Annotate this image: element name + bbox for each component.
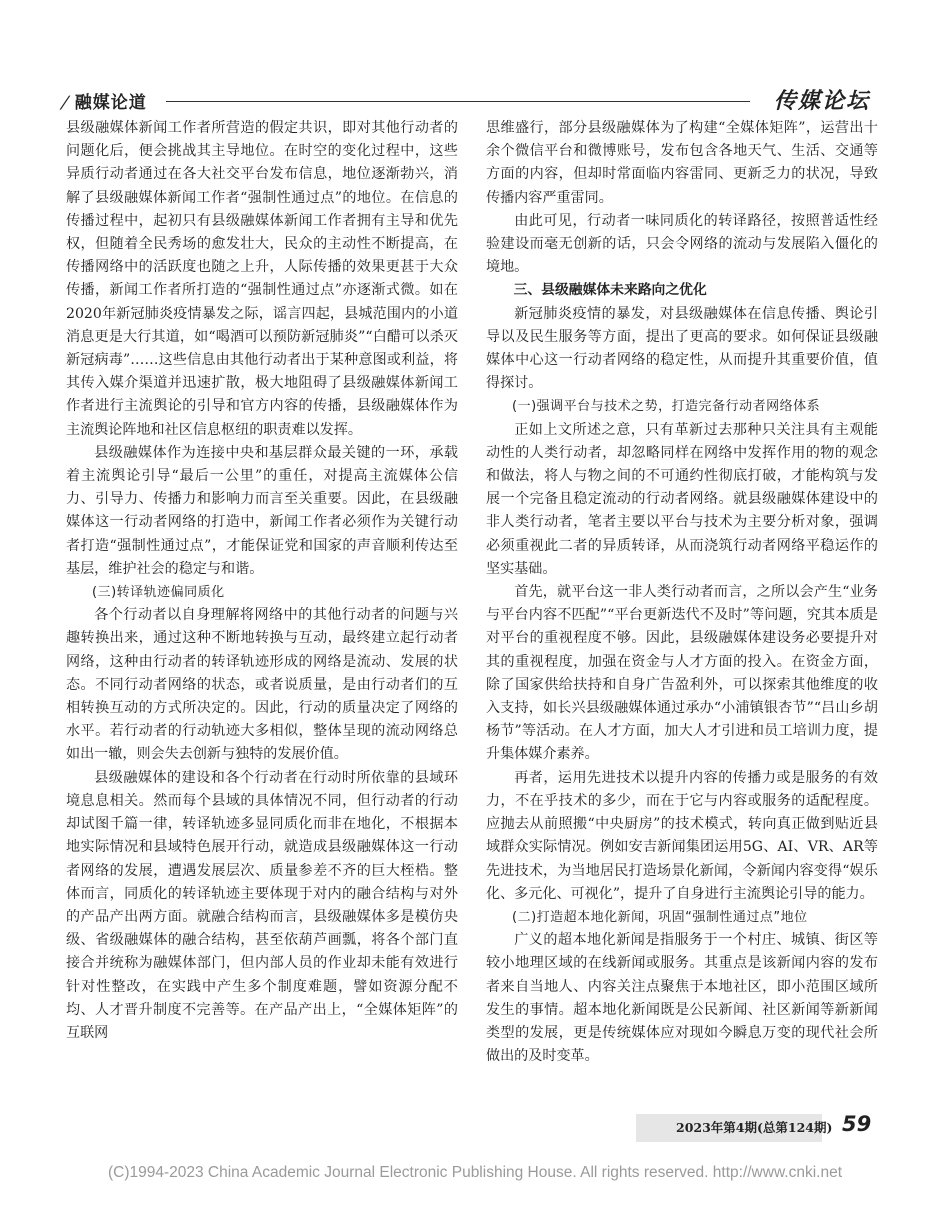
journal-name: 传媒论坛 [773, 88, 870, 114]
section-title: / 融媒论道 [58, 93, 147, 113]
page-header [58, 84, 870, 114]
paragraph: 首先，就平台这一非人类行动者而言，之所以会产生“业务与平台内容不匹配”“平台更新迭代不及时”等问题，究其本质是对平台的重视程度不够。因此，县级融媒体建设务必要提升对其的重视程度，加强在资金与人才方面的投入。在资金方面，除了国家供给扶持和自身广告盈利外，可以探索其他维度的收入支持，如长兴县级融媒体通过承办“小浦镇银杏节”“吕山乡胡杨节”等活动。在人才方面，加大人才引进和员工培训力度，提升集体媒介素养。 [486, 584, 878, 763]
paragraph: 再者，运用先进技术以提升内容的传播力或是服务的有效力，不在乎技术的多少，而在于它与内容或服务的适配程度。应抛去从前照搬“中央厨房”的技术模式，转向真正做到贴近县域群众实际情况。例如安吉新闻集团运用5G、AI、VR、AR等先进技术，为当地居民打造场景化新闻，令新闻内容变得“娱乐化、多元化、可视化”，提升了自身进行主流舆论引导的能力。 [486, 769, 878, 902]
copyright-notice: (C)1994-2023 China Academic Journal Electronic Publishing House. All rights reserved. http://www.cnki.net [107, 1164, 843, 1181]
paragraph: 广义的超本地化新闻是指服务于一个村庄、城镇、街区等较小地理区域的在线新闻或服务。其重点是该新闻内容的发布者来自当地人、内容关注点聚焦于本地社区，即小范围区域所发生的事情。超本地化新闻既是公民新闻、社区新闻等新新闻类型的发展，更是传统媒体应对现如今瞬息万变的现代社会所做出的及时变革。 [486, 932, 878, 1065]
left-column [66, 117, 458, 1045]
issue-label: 2023年第4期(总第124期) [676, 1120, 833, 1135]
paragraph: 由此可见，行动者一味同质化的转译路径，按照普适性经验建设而毫无创新的话，只会令网络的流动与发展陷入僵化的境地。 [486, 212, 878, 276]
subsection-heading: (一)强调平台与技术之势，打造完备行动者网络体系 [512, 399, 821, 415]
section-title-text: 融媒论道 [74, 93, 147, 113]
paragraph: 县级融媒体作为连接中央和基层群众最关键的一环，承载着主流舆论引导“最后一公里”的重任，对提高主流媒体公信力、引导力、传播力和影响力而言至关重要。因此，在县级融媒体这一行动者网络的打造中，新闻工作者必须作为关键行动者打造“强制性通过点”，才能保证党和国家的声音顺利传达至基层，维护社会的稳定与和谐。 [66, 444, 458, 577]
paragraph: 县级融媒体的建设和各个行动者在行动时所依靠的县域环境息息相关。然而每个县域的具体情况不同，但行动者的行动却试图千篇一律，转译轨迹多显同质化而非在地化，不根据本地实际情况和县域特色展开行动，就造成县级融媒体这一行动者网络的发展，遭遇发展层次、质量参差不齐的巨大桎梏。整体而言，同质化的转译轨迹主要体现于对内的融合结构与对外的产品产出两方面。就融合结构而言，县级融媒体多是模仿央级、省级融媒体的融合结构，甚至依葫芦画瓢，将各个部门直接合并统称为融媒体部门，但内部人员的作业却未能有效进行针对性整改，在实践中产生多个制度难题，譬如资源分配不均、人才晋升制度不完善等。在产品产出上，“全媒体矩阵”的互联网 [66, 769, 458, 1041]
header-rule [166, 101, 750, 102]
paragraph: 正如上文所述之意，只有革新过去那种只关注具有主观能动性的人类行动者，却忽略同样在网络中发挥作用的物的观念和做法，将人与物之间的不可通约性彻底打破，才能构筑与发展一个完备且稳定流动的行动者网络。就县级融媒体建设中的非人类行动者，笔者主要以平台与技术为主要分析对象，强调必须重视此二者的异质转译，从而浇筑行动者网络平稳运作的坚实基础。 [486, 421, 878, 577]
paragraph: 各个行动者以自身理解将网络中的其他行动者的问题与兴趣转换出来，通过这种不断地转换与互动，最终建立起行动者网络，这种由行动者的转译轨迹形成的网络是流动、发展的状态。不同行动者网络的状态，或者说质量，是由行动者们的互相转换互动的方式所决定的。因此，行动的质量决定了网络的水平。若行动者的行动轨迹大多相似，整体呈现的流动网络总如出一辙，则会失去创新与独特的发展价值。 [66, 607, 458, 763]
paragraph: 思维盛行，部分县级融媒体为了构建“全媒体矩阵”，运营出十余个微信平台和微博账号，发布包含各地天气、生活、交通等方面的内容，但却时常面临内容雷同、更新乏力的状况，导致传播内容严重雷同。 [486, 120, 878, 206]
paragraph: 县级融媒体新闻工作者所营造的假定共识，即对其他行动者的问题化后，便会挑战其主导地位。在时空的变化过程中，这些异质行动者通过在各大社交平台发布信息，地位逐渐勃兴，消解了县级融媒体新闻工作者“强制性通过点”的地位。在信息的传播过程中，起初只有县级融媒体新闻工作者拥有主导和优先权，但随着全民秀场的愈发壮大，民众的主动性不断提高，在传播网络中的活跃度也随之上升，人际传播的效果更甚于大众传播，新闻工作者所打造的“强制性通过点”亦逐渐式微。如在2020年新冠肺炎疫情暴发之际，谣言四起，县城范围内的小道消息更是大行其道，如“喝酒可以预防新冠肺炎”“白醋可以杀灭新冠病毒”……这些信息由其他行动者出于某种意图或利益，将其传入媒介渠道并迅速扩散，极大地阻碍了县级融媒体新闻工作者进行主流舆论的引导和官方内容的传播，县级融媒体作为主流舆论阵地和社区信息枢纽的职责难以发挥。 [66, 120, 458, 438]
subsection-heading: (三)转译轨迹偏同质化 [92, 585, 225, 601]
section-heading: 三、县级融媒体未来路向之优化 [513, 282, 707, 299]
subsection-heading: (二)打造超本地化新闻，巩固“强制性通过点”地位 [512, 909, 808, 925]
paragraph: 新冠肺炎疫情的暴发，对县级融媒体在信息传播、舆论引导以及民生服务等方面，提出了更高的要求。如何保证县级融媒体中心这一行动者网络的稳定性，从而提升其重要价值，值得探讨。 [486, 305, 878, 392]
page-number: 59 [842, 1112, 872, 1136]
right-column [486, 117, 878, 1068]
